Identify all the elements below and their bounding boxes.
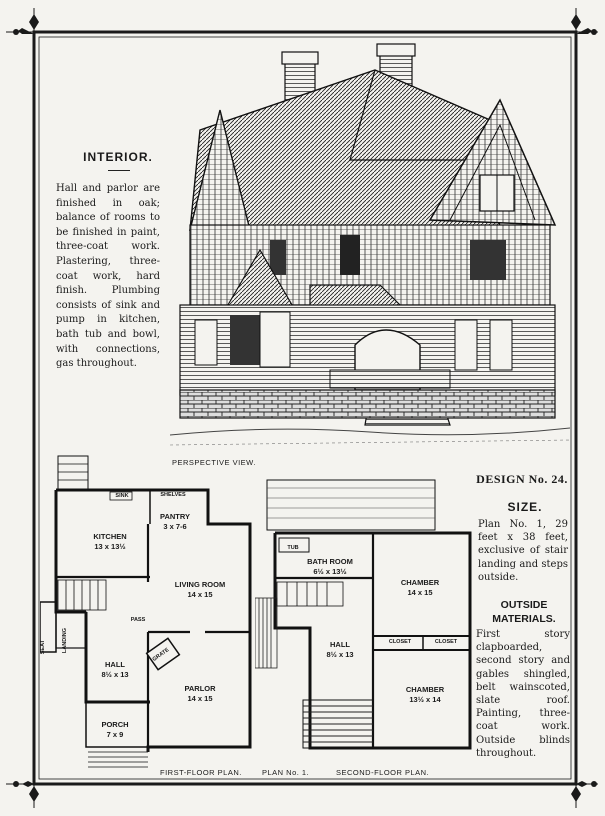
ff-seat-label: SEAT <box>40 640 46 655</box>
ff-porch-size: 7 x 9 <box>106 730 124 739</box>
ff-pantry-size: 3 x 7-6 <box>163 522 187 531</box>
second-floor-plan-caption: SECOND-FLOOR PLAN. <box>336 768 430 777</box>
interior-title: INTERIOR. <box>83 150 153 164</box>
interior-title-rule <box>108 170 130 171</box>
sf-bath-room-size: 6½ x 13½ <box>313 567 347 576</box>
outside-materials-title: OUTSIDE MATERIALS. <box>492 599 556 625</box>
outside-materials-description: First story clapboarded, second story and gables shingled, belt wainscoted, slate roof. Painting, three-coat work. Outside blinds throughout. <box>476 629 570 759</box>
ff-pantry-label: PANTRY <box>160 512 190 521</box>
ff-hall-size: 8½ x 13 <box>101 670 129 679</box>
sf-hall-size: 8½ x 13 <box>326 650 354 659</box>
ff-hall-label: HALL <box>105 660 125 669</box>
interior-description: Hall and parlor are finished in oak; balance of rooms to be finished in paint, three-coat work. Plastering, three-coat work, hard finish. Plumbing consists of sink and pump in kitchen, bath tub and bowl, with connections, gas throughout. <box>56 183 160 370</box>
sf-closet-2-label: CLOSET <box>434 639 458 645</box>
ff-living-room-label: LIVING ROOM <box>174 580 226 589</box>
sf-hall-label: HALL <box>330 640 350 649</box>
first-floor-plan-caption: FIRST-FLOOR PLAN. <box>160 768 242 777</box>
sf-chamber-2-label: CHAMBER <box>405 685 445 694</box>
ff-living-room-size: 14 x 15 <box>187 590 213 599</box>
size-title: SIZE. <box>507 500 543 514</box>
perspective-caption: PERSPECTIVE VIEW. <box>172 458 256 467</box>
sf-chamber-1-label: CHAMBER <box>400 578 440 587</box>
sf-closet-1-label: CLOSET <box>388 639 412 645</box>
ff-grate-label: GRATE <box>151 647 171 663</box>
ff-pass-label: PASS <box>130 617 146 623</box>
design-number: DESIGN No. 24. <box>476 472 568 486</box>
sf-bath-room-label: BATH ROOM <box>307 557 353 566</box>
sf-chamber-1-size: 14 x 15 <box>407 588 433 597</box>
ff-kitchen-size: 13 x 13½ <box>94 542 126 551</box>
ff-shelves-label: SHELVES <box>160 492 186 498</box>
house-perspective-illustration <box>170 40 570 460</box>
ff-sink-label: SINK <box>115 493 129 499</box>
sf-chamber-2-size: 13½ x 14 <box>409 695 441 704</box>
ff-kitchen-label: KITCHEN <box>93 532 127 541</box>
ff-porch-label: PORCH <box>101 720 129 729</box>
first-floor-plan-drawing <box>40 452 260 770</box>
size-description: Plan No. 1, 29 feet x 38 feet, exclusive of stair landing and steps outside. <box>478 519 568 583</box>
ff-parlor-size: 14 x 15 <box>187 694 213 703</box>
ff-landing-label: LANDING <box>62 628 68 654</box>
plan-number-caption: PLAN No. 1. <box>262 768 310 777</box>
ff-parlor-label: PARLOR <box>184 684 216 693</box>
sf-tub-label: TUB <box>287 545 299 551</box>
second-floor-plan-drawing <box>255 478 475 770</box>
